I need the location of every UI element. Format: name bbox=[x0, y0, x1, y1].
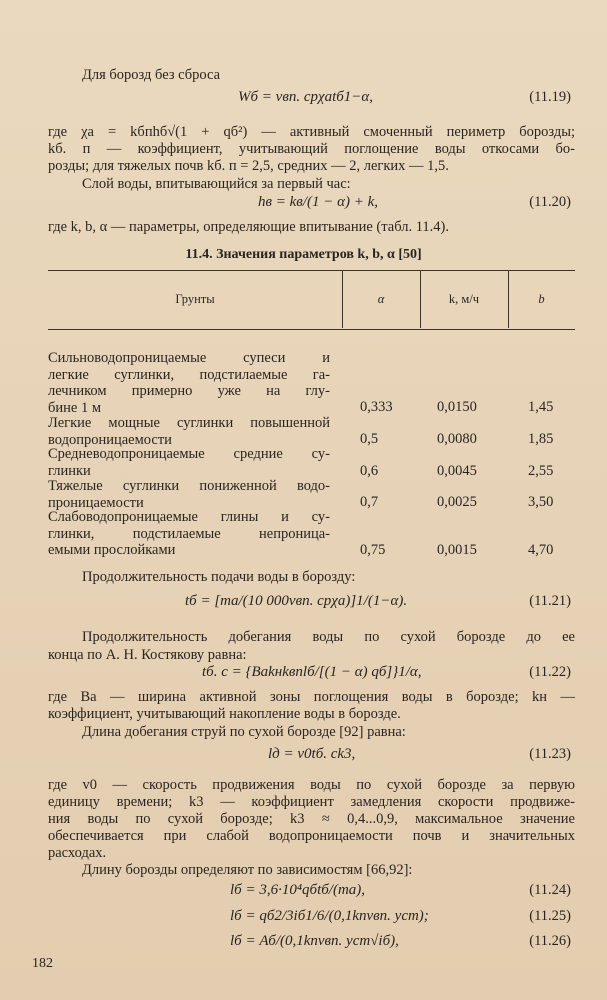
table-cell-b: 1,45 bbox=[528, 399, 554, 415]
table-cell-k: 0,0080 bbox=[437, 431, 477, 447]
soil-line: Сильноводопроницаемые супеси и bbox=[48, 350, 330, 366]
soil-line: глинки bbox=[48, 462, 91, 479]
soil-line: Слабоводопроницаемые глины и су- bbox=[48, 509, 330, 525]
soil-line: легкие суглинки, подстилаемые га- bbox=[48, 366, 330, 383]
text-line: розды; для тяжелых почв kб. п = 2,5, средних — 2, легких — 1,5. bbox=[48, 158, 449, 174]
soil-line: водопроницаемости bbox=[48, 431, 172, 448]
table-cell-k: 0,0025 bbox=[437, 494, 477, 510]
equation-11-23: lд = v0tб. сk3, bbox=[268, 746, 356, 762]
text-line: Продолжительность добегания воды по сухой борозде до ее bbox=[82, 629, 575, 645]
text-line: единицу времени; k3 — коэффициент замедления скорости продвиже- bbox=[48, 794, 575, 810]
table-cell-alpha: 0,5 bbox=[360, 431, 379, 447]
text-line: обеспечивается при слабой водопроницаемости почв и значительных bbox=[48, 828, 575, 844]
table-cell-b: 3,50 bbox=[528, 494, 554, 510]
text-line: где v0 — скорость продвижения воды по сухой борозде за первую bbox=[48, 777, 575, 793]
table-row-soil bbox=[48, 415, 330, 448]
text-line: конца по А. Н. Костякову равна: bbox=[48, 647, 247, 663]
soil-line: проницаемости bbox=[48, 494, 144, 511]
table-cell-alpha: 0,6 bbox=[360, 463, 379, 479]
text-line: коэффициент, учитывающий накопление воды в борозде. bbox=[48, 706, 401, 722]
text-line: kб. п — коэффициент, учитывающий поглощение воды откосами бо- bbox=[48, 141, 575, 157]
table-header-soil: Грунты bbox=[175, 292, 215, 306]
soil-line: лечником примерно уже на глу- bbox=[48, 383, 330, 399]
soil-line: емыми прослойками bbox=[48, 542, 176, 558]
table-row-soil bbox=[48, 478, 330, 511]
table-title: 11.4. Значения параметров k, b, α [50] bbox=[185, 247, 422, 262]
table-header-b: b bbox=[538, 292, 545, 306]
equation-11-19: Wб = vвп. срχаtб1−α, bbox=[238, 89, 374, 105]
equation-11-26: lб = Аб/(0,1kпvвп. уст√iб), bbox=[230, 933, 399, 949]
equation-number-11-24: (11.24) bbox=[529, 882, 571, 898]
table-cell-k: 0,0150 bbox=[437, 399, 477, 415]
text-line: где k, b, α — параметры, определяющие впитывание (табл. 11.4). bbox=[48, 219, 449, 235]
equation-11-20: hв = kв/(1 − α) + k, bbox=[258, 194, 378, 210]
table-row-soil bbox=[48, 446, 330, 479]
equation-number-11-26: (11.26) bbox=[529, 933, 571, 949]
table-header-k: k, м/ч bbox=[448, 292, 480, 306]
table-cell-alpha: 0,333 bbox=[360, 399, 393, 415]
equation-11-21: tб = [mа/(10 000vвп. срχа)]1/(1−α). bbox=[185, 593, 408, 609]
text-line: ния воды по сухой борозде; k3 ≈ 0,4...0,9, максимальное значение bbox=[48, 811, 575, 827]
text-line: где χа = kбпhб√(1 + qб²) — активный смоченный периметр борозды; bbox=[48, 124, 575, 140]
text-line: Продолжительность подачи воды в борозду: bbox=[82, 569, 356, 585]
soil-line: глинки, подстилаемые непроница- bbox=[48, 525, 330, 542]
equation-number-11-23: (11.23) bbox=[529, 746, 571, 762]
equation-number-11-20: (11.20) bbox=[529, 194, 571, 210]
soil-line: Средневодопроницаемые средние су- bbox=[48, 446, 330, 462]
text-line: Слой воды, впитывающийся за первый час: bbox=[82, 176, 351, 192]
equation-11-25: lб = qб2/3iб1/6/(0,1kпvвп. уст); bbox=[230, 908, 429, 924]
table-cell-k: 0,0015 bbox=[437, 542, 477, 558]
table-cell-b: 4,70 bbox=[528, 542, 554, 558]
table-cell-b: 1,85 bbox=[528, 431, 554, 447]
equation-11-24: lб = 3,6·10⁴qбtб/(mа), bbox=[230, 882, 366, 898]
equation-number-11-22: (11.22) bbox=[529, 664, 571, 680]
table-cell-alpha: 0,7 bbox=[360, 494, 379, 510]
equation-number-11-25: (11.25) bbox=[529, 908, 571, 924]
table-row-soil bbox=[48, 350, 330, 416]
equation-11-22: tб. с = {Ваkнkвпlб/[(1 − α) qб]}1/α, bbox=[202, 664, 422, 680]
table-header-alpha: α bbox=[377, 292, 385, 306]
intro-line: Для борозд без сброса bbox=[82, 67, 221, 83]
soil-line: Легкие мощные суглинки повышенной bbox=[48, 415, 330, 431]
page-number: 182 bbox=[32, 956, 53, 971]
table-cell-b: 2,55 bbox=[528, 463, 554, 479]
soil-line: бине 1 м bbox=[48, 399, 102, 416]
text-line: где Ва — ширина активной зоны поглощения воды в борозде; kн — bbox=[48, 689, 575, 705]
equation-number-11-21: (11.21) bbox=[529, 593, 571, 609]
text-line: расходах. bbox=[48, 845, 107, 861]
soil-line: Тяжелые суглинки пониженной водо- bbox=[48, 478, 330, 494]
table-cell-k: 0,0045 bbox=[437, 463, 477, 479]
table-cell-alpha: 0,75 bbox=[360, 542, 386, 558]
equation-number-11-19: (11.19) bbox=[529, 89, 571, 105]
text-line: Длина добегания струй по сухой борозде [92] равна: bbox=[82, 724, 406, 740]
table-row-soil bbox=[48, 509, 330, 559]
text-line: Длину борозды определяют по зависимостям [66,92]: bbox=[82, 862, 413, 878]
